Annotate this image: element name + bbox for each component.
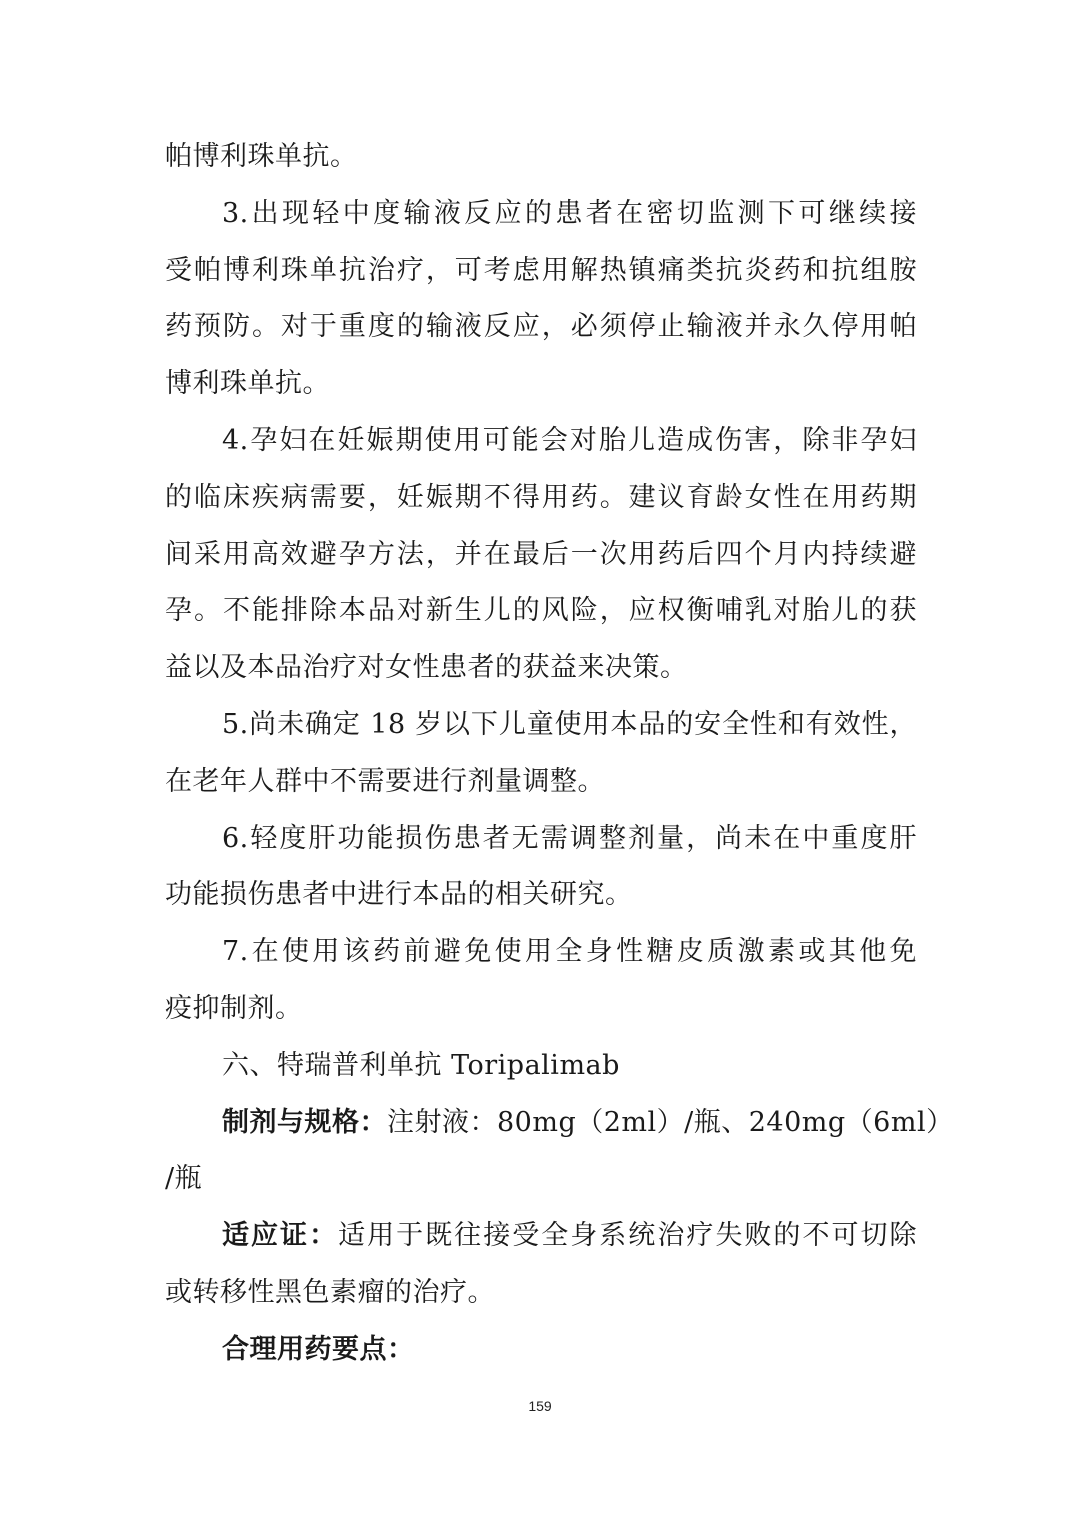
spec-label: 制剂与规格：	[222, 1106, 387, 1138]
page-number: 159	[528, 1398, 552, 1414]
paragraph-line: 在老年人群中不需要进行剂量调整。	[165, 765, 605, 797]
paragraph-line	[165, 1208, 917, 1265]
paragraph-line: 6.轻度肝功能损伤患者无需调整剂量，尚未在中重度肝	[222, 822, 917, 854]
paragraph-line: 间采用高效避孕方法，并在最后一次用药后四个月内持续避	[165, 538, 917, 570]
body-text	[165, 129, 954, 1379]
spec-text: 注射液：80mg（2ml）/瓶、240mg（6ml）	[387, 1106, 954, 1138]
paragraph-line: 疫抑制剂。	[165, 992, 303, 1024]
paragraph-line: 3.出现轻中度输液反应的患者在密切监测下可继续接	[222, 197, 917, 229]
paragraph-line: 7.在使用该药前避免使用全身性糖皮质激素或其他免	[222, 936, 917, 968]
paragraph-line: 药预防。对于重度的输液反应，必须停止输液并永久停用帕	[165, 311, 917, 343]
paragraph-line: /瓶	[165, 1163, 203, 1195]
paragraph-line: 4.孕妇在妊娠期使用可能会对胎儿造成伤害，除非孕妇	[222, 424, 917, 456]
paragraph-line: 的临床疾病需要，妊娠期不得用药。建议育龄女性在用药期	[165, 481, 917, 513]
paragraph-line	[165, 1095, 954, 1152]
paragraph-line: 受帕博利珠单抗治疗，可考虑用解热镇痛类抗炎药和抗组胺	[165, 254, 917, 286]
subsection-heading: 合理用药要点：	[222, 1333, 415, 1365]
paragraph-line: 益以及本品治疗对女性患者的获益来决策。	[165, 652, 688, 684]
indication-label: 适应证：	[222, 1220, 339, 1252]
paragraph-line: 博利珠单抗。	[165, 368, 330, 400]
paragraph-line: 帕博利珠单抗。	[165, 141, 358, 172]
section-heading: 六、特瑞普利单抗 Toripalimab	[222, 1049, 620, 1081]
paragraph-line: 或转移性黑色素瘤的治疗。	[165, 1276, 495, 1308]
paragraph-line: 5.尚未确定 18 岁以下儿童使用本品的安全性和有效性，	[222, 708, 917, 740]
indication-text: 适用于既往接受全身系统治疗失败的不可切除	[338, 1220, 918, 1252]
paragraph-line: 孕。不能排除本品对新生儿的风险，应权衡哺乳对胎儿的获	[165, 595, 917, 627]
paragraph-line: 功能损伤患者中进行本品的相关研究。	[165, 879, 633, 911]
